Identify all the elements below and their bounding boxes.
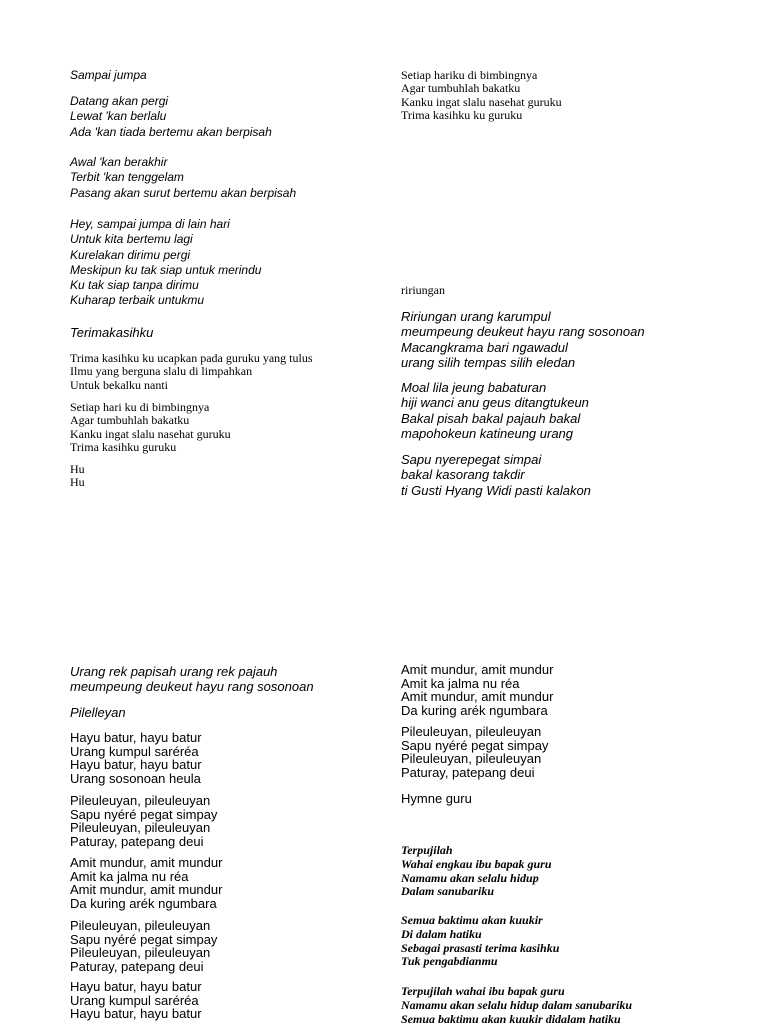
lyric-line: Amit ka jalma nu réa [401, 675, 520, 691]
lyric-line: Awal 'kan berakhir [70, 155, 168, 169]
ririungan-verse-1 [401, 309, 645, 370]
lyric-line: Hayu batur, hayu batur [70, 757, 202, 773]
lyric-line: Sapu nyéré pegat simpay [70, 806, 218, 822]
lyric-line: Setiap hariku di bimbingnya [401, 68, 538, 82]
lyric-line: Amit ka jalma nu réa [70, 868, 189, 884]
lyric-line: Hu [70, 475, 85, 490]
lyric-line: Setiap hari ku di bimbingnya [70, 400, 210, 414]
title-text: Pilelleyan [70, 705, 126, 720]
hymne-guru-verse-1 [401, 844, 552, 899]
lyric-line: Terbit 'kan tenggelam [70, 170, 184, 185]
lyric-line: Terpujilah [401, 843, 453, 857]
lyric-line: ti Gusti Hyang Widi pasti kalakon [401, 482, 591, 498]
lyric-line: meumpeung deukeut hayu rang sosonoan [70, 679, 314, 695]
terimakasihku-verse-3 [70, 463, 85, 490]
lyric-line: Agar tumbuhlah bakatku [70, 413, 190, 428]
lyric-line: Hey, sampai jumpa di lain hari [70, 217, 230, 231]
lyric-line: Semua baktimu akan kuukir didalam hatiku [401, 1011, 621, 1026]
lyric-line: Terpujilah wahai ibu bapak guru [401, 984, 565, 998]
lyric-line: Bakal pisah bakal pajauh bakal [401, 410, 581, 426]
terimakasihku-verse-1 [70, 352, 313, 392]
lyric-line: Namamu akan selalu hidup dalam sanubariku [401, 997, 633, 1012]
lyric-line: Sebagai prasasti terima kasihku [401, 940, 560, 955]
lyric-line: mapohokeun katineung urang [401, 425, 574, 441]
lyric-line: Urang sosonoan heula [70, 770, 201, 786]
lyric-line: Meskipun ku tak siap untuk merindu [70, 262, 262, 277]
lyric-line: Hu [70, 462, 85, 476]
pileuleuyan-continued-verse-1 [401, 663, 553, 717]
lyric-line: Pileuleuyan, pileuleuyan [70, 793, 211, 808]
lyric-line: Ada 'kan tiada bertemu akan berpisah [70, 124, 272, 139]
pileuleuyan-verse-2 [70, 794, 217, 848]
terimakasihku-verse-2 [70, 401, 231, 455]
terimakasihku-continued [401, 69, 562, 123]
lyric-line: Di dalam hatiku [401, 926, 482, 941]
lyric-line: Kanku ingat slalu nasehat guruku [70, 426, 231, 441]
lyric-line: Amit mundur, amit mundur [70, 855, 223, 870]
lyric-line: Semua baktimu akan kuukir [401, 913, 543, 927]
lyric-line: Pileuleuyan, pileuleuyan [401, 751, 542, 767]
lyric-line: Kanku ingat slalu nasehat guruku [401, 94, 562, 109]
song-title-hymne-guru [401, 791, 472, 806]
lyric-line: Agar tumbuhlah bakatku [401, 81, 521, 96]
lyric-line: Amit mundur, amit mundur [401, 662, 554, 677]
title-text: Sampai jumpa [70, 68, 147, 82]
ririungan-verse-2 [401, 380, 589, 441]
title-text: Terimakasihku [70, 325, 154, 340]
lyric-line: Amit mundur, amit mundur [70, 882, 223, 898]
lyric-line: Paturay, patepang deui [70, 833, 204, 849]
lyric-line: Urang kumpul saréréa [70, 743, 199, 759]
lyric-line: Dalam sanubariku [401, 884, 495, 899]
lyric-line: Sapu nyerepegat simpai [401, 452, 542, 467]
lyric-line: Hayu batur, hayu batur [70, 1006, 202, 1022]
pileuleuyan-verse-5 [70, 980, 202, 1021]
pileuleuyan-verse-3 [70, 856, 222, 910]
lyric-line: Tuk pengabdianmu [401, 954, 498, 969]
lyric-line: Namamu akan selalu hidup [401, 870, 539, 885]
lyric-line: Urang rek papisah urang rek pajauh [70, 664, 278, 679]
lyric-line: Da kuring arék ngumbara [70, 895, 217, 911]
lyric-line: Ilmu yang berguna slalu di limpahkan [70, 364, 253, 379]
lyric-line: Hayu batur, hayu batur [70, 979, 202, 994]
lyric-line: Trima kasihku ku ucapkan pada guruku yang tulus [70, 351, 313, 365]
lyric-line: Hayu batur, hayu batur [70, 730, 202, 745]
lyric-line: Lewat 'kan berlalu [70, 109, 167, 124]
lyric-line: Paturay, patepang deui [70, 958, 204, 974]
lyric-line: Kurelakan dirimu pergi [70, 247, 191, 262]
lyric-line: hiji wanci anu geus ditangtukeun [401, 395, 589, 411]
lyric-line: Untuk bekalku nanti [70, 377, 168, 392]
lyric-line: Amit mundur, amit mundur [401, 689, 554, 705]
lyric-line: Pileuleuyan, pileuleuyan [401, 724, 542, 739]
ririungan-verse-3 [401, 452, 591, 498]
lyric-line: Kuharap terbaik untukmu [70, 293, 205, 308]
lyric-line: Ririungan urang karumpul [401, 309, 551, 324]
lyric-line: Urang kumpul saréréa [70, 992, 199, 1008]
lyric-line: Ku tak siap tanpa dirimu [70, 278, 199, 293]
lyric-line: meumpeung deukeut hayu rang sosonoan [401, 324, 645, 340]
lyric-line: Trima kasihku guruku [70, 440, 177, 455]
lyric-line: urang silih tempas silih eledan [401, 354, 576, 370]
pileuleuyan-lead [70, 664, 314, 695]
lyric-line: Untuk kita bertemu lagi [70, 232, 193, 247]
lyric-line: Datang akan pergi [70, 94, 169, 108]
lyric-line: Wahai engkau ibu bapak guru [401, 856, 552, 871]
song-title-sampai-jumpa [70, 68, 147, 83]
song-title-terimakasihku [70, 325, 153, 340]
pileuleuyan-continued-verse-2 [401, 725, 548, 779]
song-title-ririungan [401, 284, 445, 297]
lyric-line: Sapu nyéré pegat simpay [401, 737, 549, 753]
hymne-guru-verse-3 [401, 985, 632, 1026]
lyric-line: Moal lila jeung babaturan [401, 380, 547, 395]
lyric-line: Macangkrama bari ngawadul [401, 339, 568, 355]
pileuleuyan-verse-1 [70, 731, 202, 785]
lyric-line: Paturay, patepang deui [401, 764, 535, 780]
lyric-line: Pileuleuyan, pileuleuyan [70, 820, 211, 836]
song-title-pilelleyan [70, 705, 126, 720]
lyric-line: bakal kasorang takdir [401, 467, 525, 483]
sampai-jumpa-verse-1 [70, 94, 272, 140]
lyric-line: Pileuleuyan, pileuleuyan [70, 918, 211, 933]
lyric-line: Pasang akan surut bertemu akan berpisah [70, 185, 297, 200]
title-text: Hymne guru [401, 791, 472, 806]
hymne-guru-verse-2 [401, 914, 559, 969]
lyric-line: Da kuring arék ngumbara [401, 702, 548, 718]
title-text: ririungan [401, 283, 445, 297]
lyric-line: Trima kasihku ku guruku [401, 108, 523, 123]
pileuleuyan-verse-4 [70, 919, 217, 973]
lyric-line: Sapu nyéré pegat simpay [70, 931, 218, 947]
sampai-jumpa-verse-3 [70, 217, 261, 309]
sampai-jumpa-verse-2 [70, 155, 296, 201]
lyric-line: Pileuleuyan, pileuleuyan [70, 945, 211, 961]
